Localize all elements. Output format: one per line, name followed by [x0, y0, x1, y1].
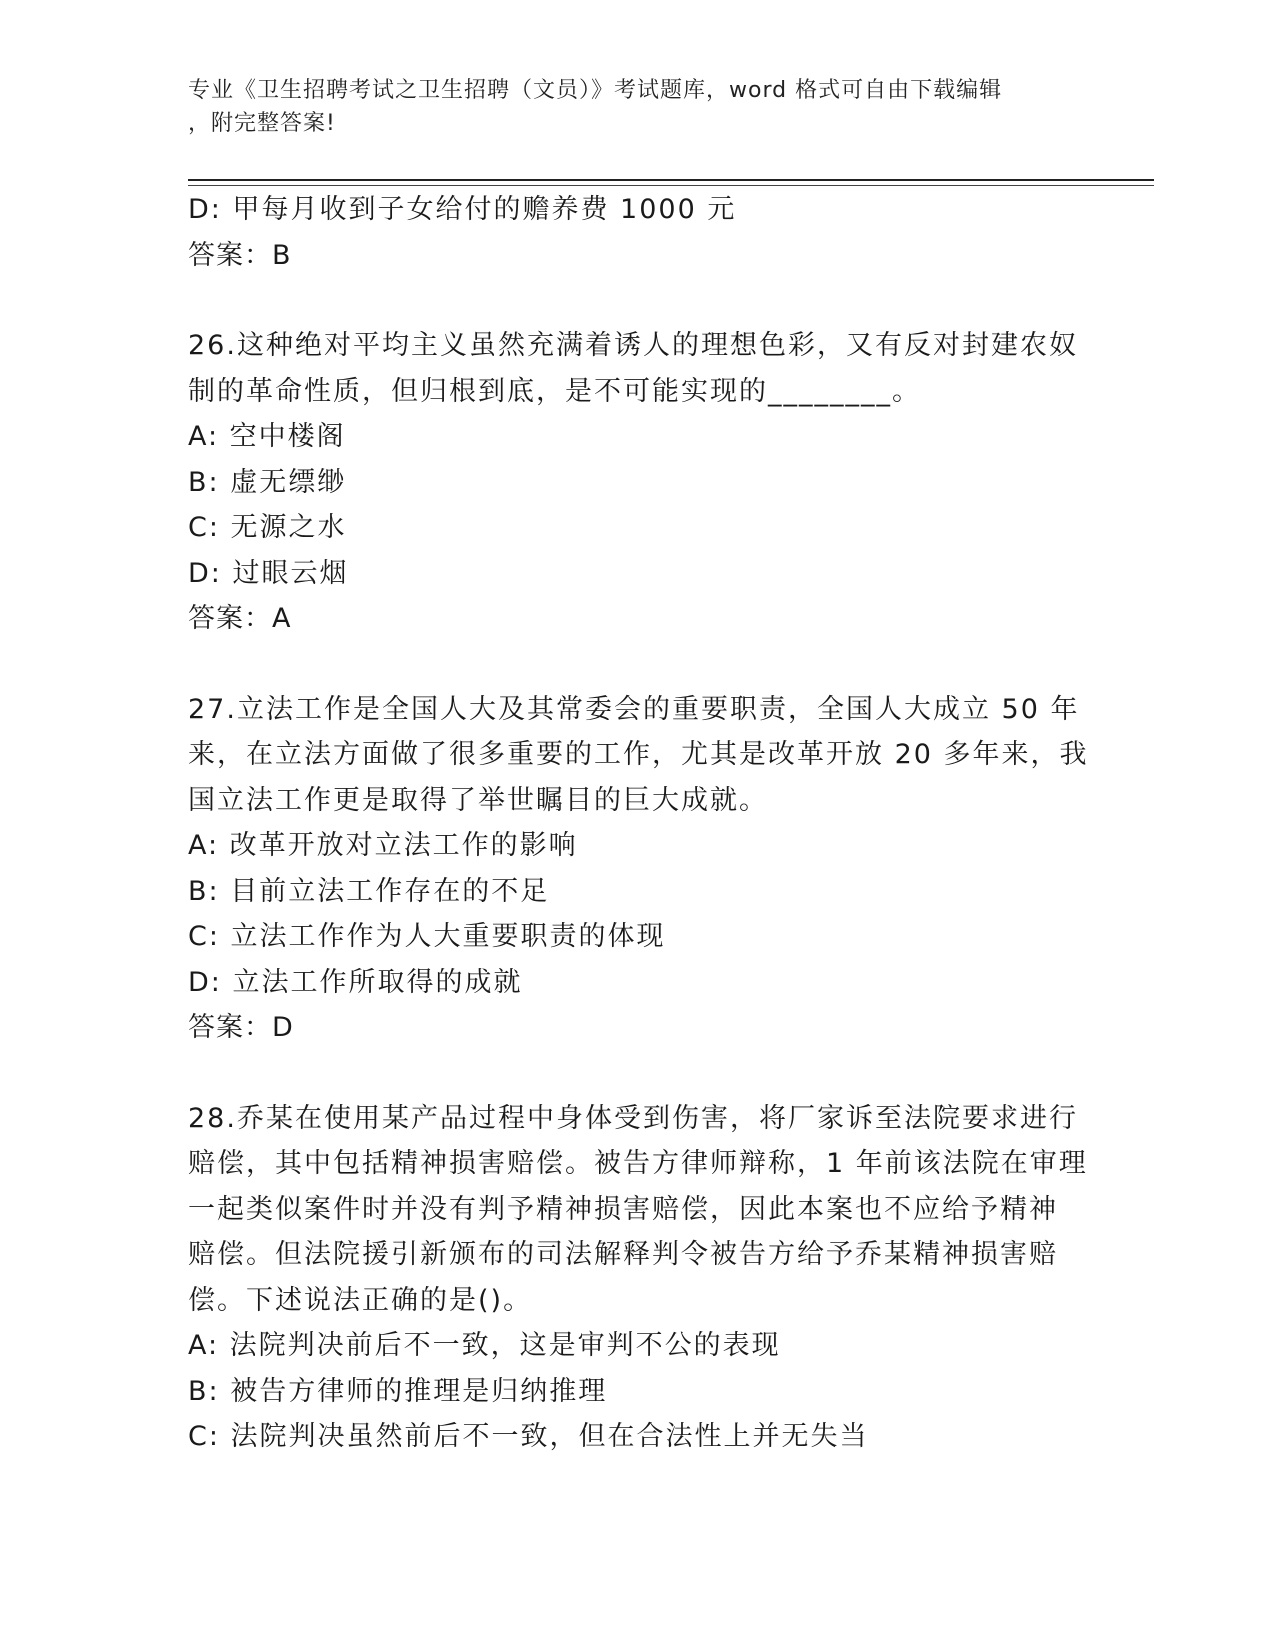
question-stem-line: 赔偿。但法院援引新颁布的司法解释判令被告方给予乔某精神损害赔	[188, 1239, 1058, 1270]
spacer	[188, 278, 1088, 323]
spacer	[188, 642, 1088, 687]
option-d: D: 甲每月收到子女给付的赡养费 1000 元	[188, 194, 737, 225]
question-stem-line: 偿。下述说法正确的是()。	[188, 1284, 533, 1316]
page-header	[188, 74, 1068, 140]
option-c: C: 法院判决虽然前后不一致，但在合法性上并无失当	[188, 1421, 869, 1452]
header-line-2: ，附完整答案!	[188, 111, 336, 136]
question-25-tail	[188, 187, 1088, 278]
header-divider-thick	[188, 179, 1154, 181]
option-b: B: 目前立法工作存在的不足	[188, 875, 550, 907]
option-a: A: 改革开放对立法工作的影响	[188, 830, 578, 861]
option-d: D: 立法工作所取得的成就	[188, 966, 523, 998]
question-stem-line: 一起类似案件时并没有判予精神损害赔偿，因此本案也不应给予精神	[188, 1193, 1058, 1225]
question-content	[188, 187, 1088, 1460]
question-stem-line: 来，在立法方面做了很多重要的工作，尤其是改革开放 20 多年来，我	[188, 739, 1089, 770]
option-b: B: 被告方律师的推理是归纳推理	[188, 1375, 608, 1407]
spacer	[188, 1051, 1088, 1096]
question-stem-line: 28.乔某在使用某产品过程中身体受到伤害，将厂家诉至法院要求进行	[188, 1102, 1078, 1134]
option-c: C: 无源之水	[188, 512, 347, 543]
option-c: C: 立法工作作为人大重要职责的体现	[188, 921, 666, 952]
option-d: D: 过眼云烟	[188, 557, 349, 589]
answer-line: 答案：A	[188, 603, 292, 634]
question-27	[188, 687, 1088, 1051]
question-stem-line: 27.立法工作是全国人大及其常委会的重要职责，全国人大成立 50 年	[188, 693, 1080, 725]
header-divider-thin	[188, 185, 1154, 186]
option-a: A: 法院判决前后不一致，这是审判不公的表现	[188, 1330, 781, 1361]
question-26	[188, 323, 1088, 642]
question-stem-line: 赔偿，其中包括精神损害赔偿。被告方律师辩称，1 年前该法院在审理	[188, 1148, 1088, 1179]
answer-line: 答案：B	[188, 239, 292, 271]
question-stem-line: 制的革命性质，但归根到底，是不可能实现的________。	[188, 375, 921, 407]
header-line-1: 专业《卫生招聘考试之卫生招聘（文员）》考试题库，word 格式可自由下载编辑	[188, 78, 1003, 103]
question-stem-line: 国立法工作更是取得了举世瞩目的巨大成就。	[188, 784, 768, 816]
option-a: A: 空中楼阁	[188, 421, 346, 452]
question-28	[188, 1096, 1088, 1460]
question-stem-line: 26.这种绝对平均主义虽然充满着诱人的理想色彩，又有反对封建农奴	[188, 330, 1078, 361]
answer-line: 答案：D	[188, 1012, 294, 1043]
option-b: B: 虚无缥缈	[188, 466, 347, 498]
